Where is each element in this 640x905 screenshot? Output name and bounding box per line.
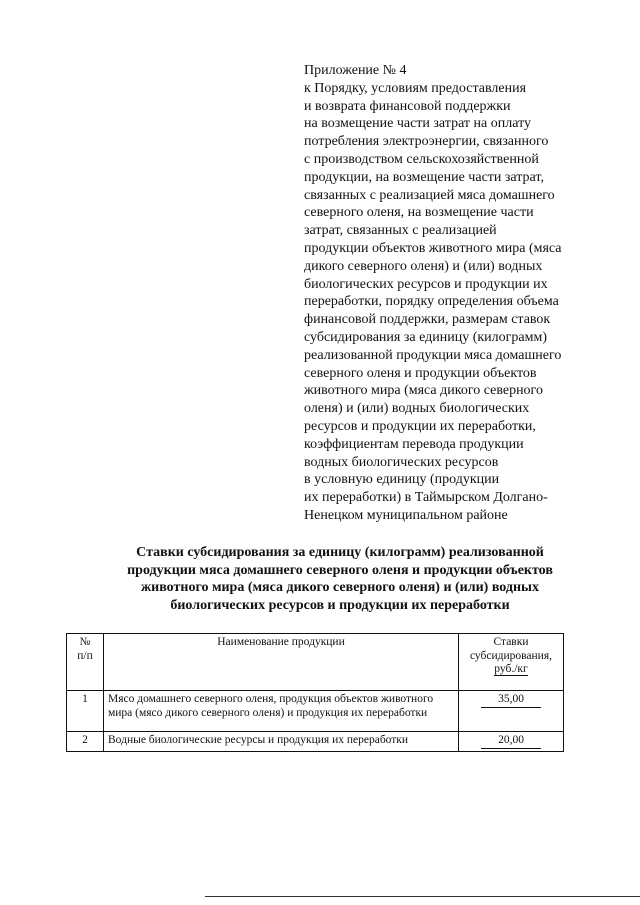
row-rate [459,691,564,732]
header-rate-line: Ставки [493,636,529,648]
appendix-line: дикого северного оленя) и (или) водных [304,258,543,274]
header-rate-line: субсидирования, [469,649,553,662]
appendix-line: с производством сельскохозяйственной [304,151,539,167]
appendix-line: продукции, на возмещение части затрат, [304,169,544,185]
appendix-line: к Порядку, условиям предоставления [304,80,527,96]
appendix-line: продукции объектов животного мира (мяса [304,240,562,256]
header-number-abbr: п/п [77,649,93,662]
table-row [67,691,564,732]
appendix-line: реализованной продукции мяса домашнего [304,347,562,363]
appendix-line: затрат, связанных с реализацией [304,223,497,239]
appendix-line: финансовой поддержки, размерам ставок [304,312,551,328]
rates-table [66,633,564,752]
appendix-line: потребления электроэнергии, связанного [304,134,549,150]
appendix-line: водных биологических ресурсов [304,454,499,470]
appendix-line: их переработки) в Таймырском Долгано- [304,490,548,506]
appendix-line: и возврата финансовой поддержки [304,98,511,114]
appendix-line: субсидирования за единицу (килограмм) [304,329,547,345]
document-title [70,544,610,614]
appendix-line: биологических ресурсов и продукции их [304,276,548,292]
row-rate-value: 35,00 [481,693,541,708]
appendix-line: связанных с реализацией мяса домашнего [304,187,555,203]
header-number-symbol: № [79,636,91,648]
appendix-line: Приложение № 4 [304,63,407,78]
appendix-line: ресурсов и продукции их переработки, [304,418,536,434]
row-rate-value: 20,00 [481,734,541,749]
row-number: 1 [67,691,104,732]
title-line: Ставки субсидирования за единицу (килограмм) реализованной [136,545,544,560]
header-number [67,634,104,691]
row-rate [459,732,564,752]
header-product-name [104,634,459,691]
appendix-line: коэффициентам перевода продукции [304,436,524,452]
title-line: животного мира (мяса дикого северного оленя) и (или) водных [141,580,539,595]
appendix-line: Ненецком муниципальном районе [304,507,508,523]
appendix-line: животного мира (мяса дикого северного [304,383,543,399]
title-line: биологических ресурсов и продукции их переработки [170,597,510,613]
row-product-name: Мясо домашнего северного оленя, продукция объектов животного мира (мясо дикого северного оленя) и продукция их переработки [104,691,459,732]
appendix-line: оленя) и (или) водных биологических [304,401,530,417]
appendix-line: северного оленя, на возмещение части [304,205,534,221]
header-product-name-text: Наименование продукции [217,636,345,648]
header-rate-unit-text: руб./кг [494,663,528,675]
title-line: продукции мяса домашнего северного оленя и продукции объектов [127,562,553,578]
appendix-line: в условную единицу (продукции [304,472,500,488]
appendix-line: северного оленя и продукции объектов [304,365,537,381]
appendix-header [304,62,604,525]
scan-edge-line [205,896,640,897]
header-rate-unit [463,663,559,677]
appendix-line: переработки, порядку определения объема [304,294,559,310]
table-row [67,732,564,752]
row-product-name: Водные биологические ресурсы и продукция их переработки [104,732,459,752]
appendix-line: на возмещение части затрат на оплату [304,116,532,132]
header-rate [459,634,564,691]
row-number: 2 [67,732,104,752]
table-header-row [67,634,564,691]
